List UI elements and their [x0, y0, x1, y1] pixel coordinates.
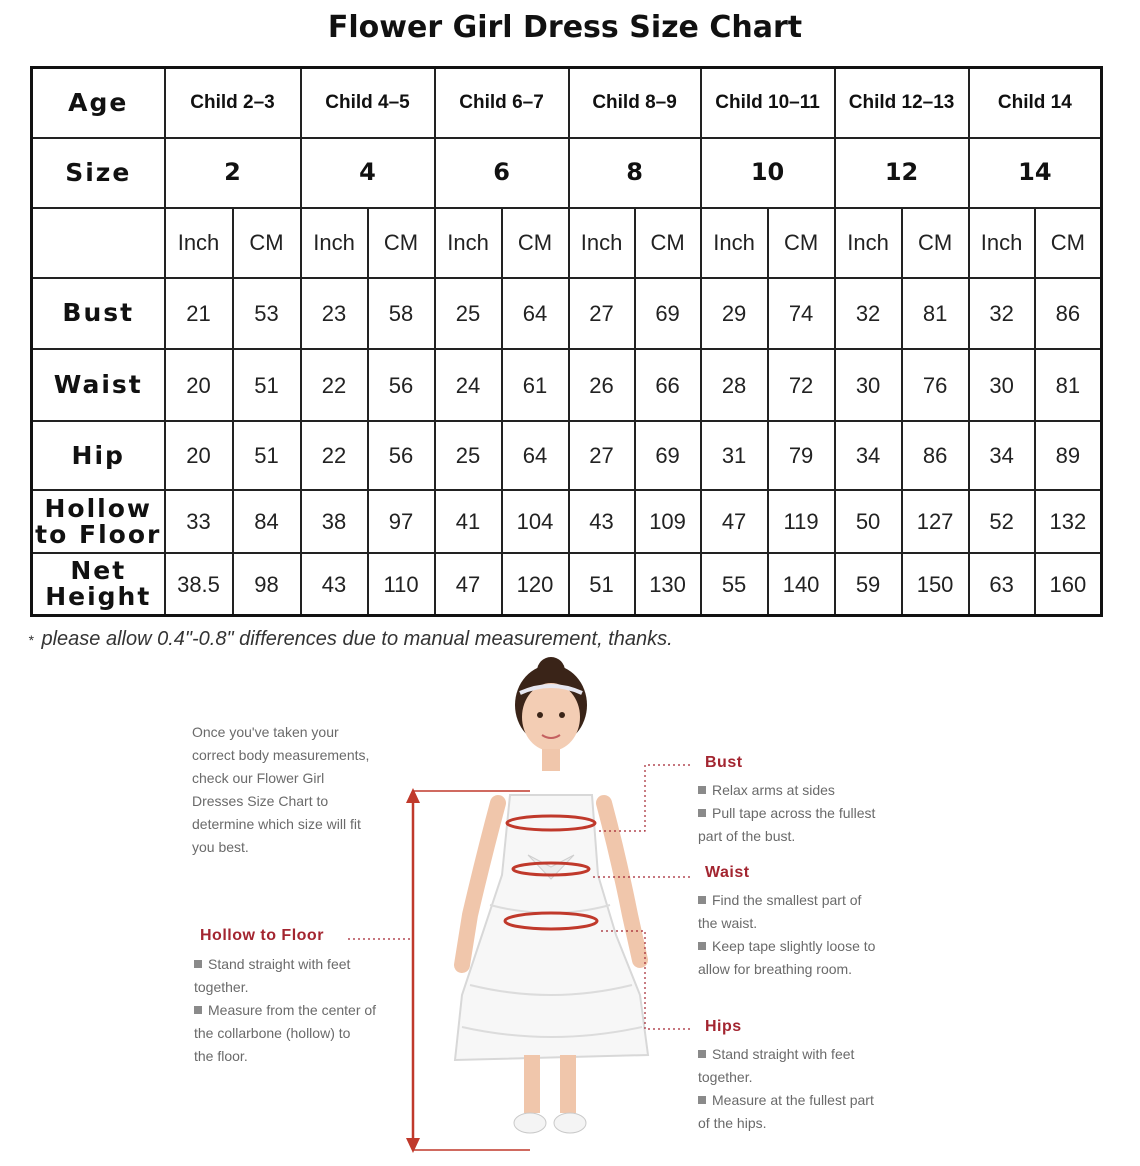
unit-header-empty — [32, 208, 165, 278]
value-cell: 86 — [902, 421, 969, 490]
measurement-note — [28, 628, 673, 651]
value-cell: 98 — [233, 553, 301, 615]
value-cell: 59 — [835, 553, 902, 615]
unit-cm-cell: CM — [1035, 208, 1102, 278]
value-cell: 52 — [969, 490, 1035, 553]
value-cell: 84 — [233, 490, 301, 553]
value-cell: 55 — [701, 553, 768, 615]
value-cell: 69 — [635, 421, 701, 490]
value-cell: 43 — [569, 490, 635, 553]
unit-inch-cell: Inch — [435, 208, 502, 278]
measurement-label — [32, 278, 165, 349]
value-cell: 30 — [969, 349, 1035, 421]
hair-bun — [537, 657, 565, 685]
value-cell: 81 — [1035, 349, 1102, 421]
size-cell: 6 — [435, 138, 569, 208]
value-cell: 86 — [1035, 278, 1102, 349]
value-cell: 30 — [835, 349, 902, 421]
value-cell: 25 — [435, 278, 502, 349]
age-row — [32, 68, 1102, 138]
unit-cm-cell: CM — [902, 208, 969, 278]
value-cell: 25 — [435, 421, 502, 490]
measurement-row — [32, 421, 1102, 490]
measurement-label — [32, 490, 165, 553]
value-cell: 28 — [701, 349, 768, 421]
size-row — [32, 138, 1102, 208]
measurement-label-line: Hollow — [44, 493, 152, 523]
hollow-title: Hollow to Floor — [200, 927, 324, 944]
value-cell: 51 — [233, 349, 301, 421]
value-cell: 38.5 — [165, 553, 233, 615]
unit-inch-cell: Inch — [701, 208, 768, 278]
measurement-label — [32, 349, 165, 421]
value-cell: 27 — [569, 421, 635, 490]
hips-item: Stand straight with feet together. — [698, 1046, 855, 1085]
unit-cm-cell: CM — [502, 208, 569, 278]
hips-item: Measure at the fullest part of the hips. — [698, 1092, 874, 1131]
value-cell: 53 — [233, 278, 301, 349]
value-cell: 132 — [1035, 490, 1102, 553]
value-cell: 76 — [902, 349, 969, 421]
value-cell: 79 — [768, 421, 835, 490]
unit-inch-cell: Inch — [301, 208, 368, 278]
hips-instructions — [698, 1043, 898, 1135]
value-cell: 34 — [835, 421, 902, 490]
unit-inch-cell: Inch — [569, 208, 635, 278]
hips-title: Hips — [705, 1018, 742, 1035]
page-title: Flower Girl Dress Size Chart — [327, 10, 803, 45]
bullet-icon — [194, 1006, 202, 1014]
value-cell: 72 — [768, 349, 835, 421]
size-cell: 2 — [165, 138, 301, 208]
size-cell: 8 — [569, 138, 701, 208]
value-cell: 43 — [301, 553, 368, 615]
value-cell: 51 — [569, 553, 635, 615]
measurement-label — [32, 553, 165, 615]
measurement-label-line: Net — [70, 555, 127, 585]
bust-instructions — [698, 779, 898, 848]
hollow-item: Stand straight with feet together. — [194, 956, 351, 995]
bust-item: Relax arms at sides — [698, 779, 898, 802]
size-cell: 12 — [835, 138, 969, 208]
value-cell: 63 — [969, 553, 1035, 615]
face-shape — [522, 683, 580, 751]
note-marker: * — [28, 631, 34, 648]
measurement-row — [32, 349, 1102, 421]
value-cell: 32 — [969, 278, 1035, 349]
value-cell: 23 — [301, 278, 368, 349]
measurement-guide — [170, 655, 910, 1166]
bullet-icon — [698, 896, 706, 904]
unit-inch-cell: Inch — [969, 208, 1035, 278]
measurement-row — [32, 553, 1102, 615]
bullet-icon — [698, 942, 706, 950]
value-cell: 32 — [835, 278, 902, 349]
unit-cm-cell: CM — [768, 208, 835, 278]
age-cell: Child 6–7 — [435, 68, 569, 138]
value-cell: 21 — [165, 278, 233, 349]
age-cell: Child 12–13 — [835, 68, 969, 138]
value-cell: 20 — [165, 421, 233, 490]
value-cell: 26 — [569, 349, 635, 421]
value-cell: 74 — [768, 278, 835, 349]
unit-cm-cell: CM — [233, 208, 301, 278]
value-cell: 160 — [1035, 553, 1102, 615]
waist-title: Waist — [705, 864, 750, 881]
age-cell: Child 10–11 — [701, 68, 835, 138]
value-cell: 47 — [435, 553, 502, 615]
value-cell: 41 — [435, 490, 502, 553]
value-cell: 81 — [902, 278, 969, 349]
waist-item: Find the smallest part of the waist. — [698, 892, 862, 931]
value-cell: 104 — [502, 490, 569, 553]
size-cell: 4 — [301, 138, 435, 208]
value-cell: 22 — [301, 421, 368, 490]
value-cell: 20 — [165, 349, 233, 421]
age-cell: Child 4–5 — [301, 68, 435, 138]
value-cell: 119 — [768, 490, 835, 553]
intro-text: Once you've taken your correct body measurements, check our Flower Girl Dresses Size Chart to determine which size will fit you best. — [192, 724, 370, 855]
value-cell: 97 — [368, 490, 435, 553]
value-cell: 29 — [701, 278, 768, 349]
measurement-row — [32, 278, 1102, 349]
value-cell: 50 — [835, 490, 902, 553]
waist-instructions — [698, 889, 898, 981]
value-cell: 66 — [635, 349, 701, 421]
waist-item: Keep tape slightly loose to allow for breathing room. — [698, 938, 876, 977]
measurement-label-line: Hip — [71, 440, 125, 470]
size-cell: 10 — [701, 138, 835, 208]
measurement-label-line: Bust — [62, 298, 135, 328]
value-cell: 120 — [502, 553, 569, 615]
value-cell: 27 — [569, 278, 635, 349]
value-cell: 89 — [1035, 421, 1102, 490]
size-header: Size — [32, 138, 165, 208]
value-cell: 61 — [502, 349, 569, 421]
size-chart-table — [30, 66, 1103, 617]
value-cell: 110 — [368, 553, 435, 615]
value-cell: 56 — [368, 349, 435, 421]
value-cell: 24 — [435, 349, 502, 421]
age-cell: Child 2–3 — [165, 68, 301, 138]
value-cell: 109 — [635, 490, 701, 553]
value-cell: 56 — [368, 421, 435, 490]
bullet-icon — [698, 786, 706, 794]
value-cell: 38 — [301, 490, 368, 553]
bullet-icon — [698, 1050, 706, 1058]
right-shoe — [554, 1113, 586, 1133]
bust-item: Pull tape across the fullest part of the bust. — [698, 805, 876, 844]
unit-inch-cell: Inch — [165, 208, 233, 278]
value-cell: 150 — [902, 553, 969, 615]
age-header: Age — [32, 68, 165, 138]
value-cell: 130 — [635, 553, 701, 615]
bust-title: Bust — [705, 754, 743, 771]
unit-cm-cell: CM — [635, 208, 701, 278]
size-cell: 14 — [969, 138, 1102, 208]
value-cell: 47 — [701, 490, 768, 553]
left-shoe — [514, 1113, 546, 1133]
unit-cm-cell: CM — [368, 208, 435, 278]
measurement-label-line: to Floor — [35, 519, 162, 549]
unit-row — [32, 208, 1102, 278]
bullet-icon — [194, 960, 202, 968]
bullet-icon — [698, 809, 706, 817]
value-cell: 34 — [969, 421, 1035, 490]
measurement-label-line: Height — [45, 582, 152, 612]
age-cell: Child 8–9 — [569, 68, 701, 138]
age-cell: Child 14 — [969, 68, 1102, 138]
hollow-item: Measure from the center of the collarbone (hollow) to the floor. — [194, 1002, 377, 1064]
value-cell: 69 — [635, 278, 701, 349]
note-text: please allow 0.4"-0.8" differences due to manual measurement, thanks. — [41, 628, 673, 650]
hollow-instructions — [194, 953, 394, 1068]
value-cell: 31 — [701, 421, 768, 490]
unit-inch-cell: Inch — [835, 208, 902, 278]
value-cell: 58 — [368, 278, 435, 349]
measurement-label — [32, 421, 165, 490]
value-cell: 22 — [301, 349, 368, 421]
value-cell: 140 — [768, 553, 835, 615]
value-cell: 33 — [165, 490, 233, 553]
measurement-label-line: Waist — [53, 369, 143, 399]
bullet-icon — [698, 1096, 706, 1104]
value-cell: 127 — [902, 490, 969, 553]
value-cell: 64 — [502, 421, 569, 490]
value-cell: 51 — [233, 421, 301, 490]
measurement-row — [32, 490, 1102, 553]
value-cell: 64 — [502, 278, 569, 349]
